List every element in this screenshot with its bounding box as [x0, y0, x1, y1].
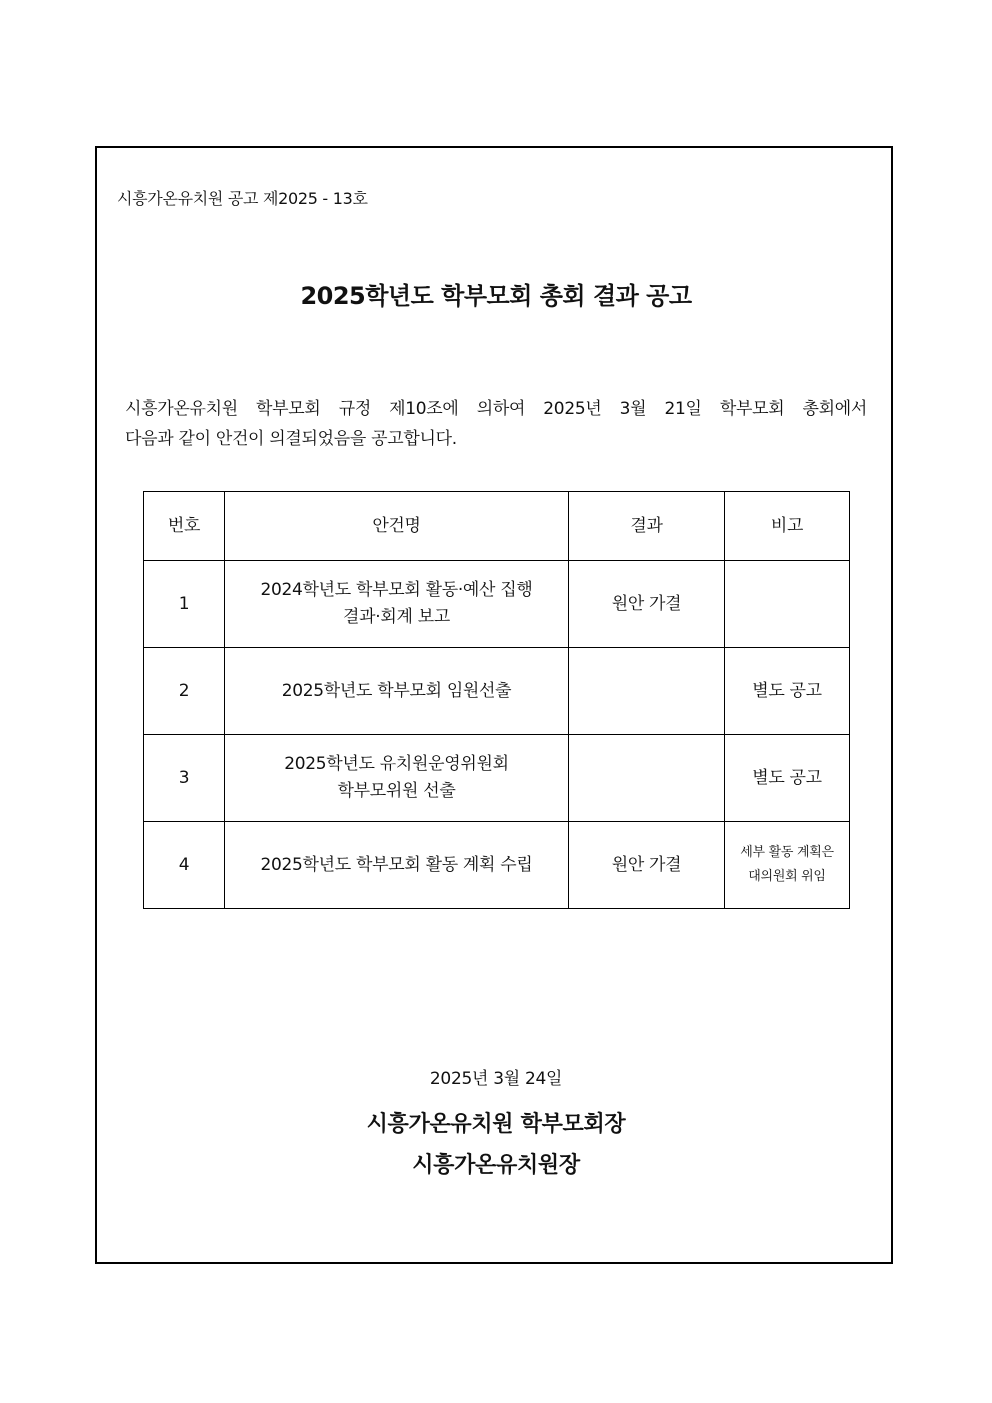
- notice-number: 시흥가온유치원 공고 제2025 - 13호: [117, 189, 368, 208]
- row-note: 별도 공고: [725, 735, 850, 822]
- table-row: [144, 561, 850, 648]
- notice-body-line-1: 시흥가온유치원 학부모회 규정 제10조에 의하여 2025년 3월 21일 학부모회 총회에서: [125, 399, 867, 419]
- signatory-parent-council-chair: 시흥가온유치원 학부모회장: [366, 1112, 626, 1137]
- row-number: 2: [144, 648, 225, 735]
- row-agenda: [225, 561, 569, 648]
- row-agenda: [225, 648, 569, 735]
- row-note: 별도 공고: [725, 648, 850, 735]
- row-result: 원안 가결: [569, 822, 725, 909]
- agenda-line: 학부모위원 선출: [337, 781, 456, 801]
- row-note: [725, 822, 850, 909]
- row-number: 1: [144, 561, 225, 648]
- agenda-line: 2025학년도 학부모회 활동 계획 수립: [260, 854, 533, 875]
- signatory-kindergarten-director: 시흥가온유치원장: [412, 1153, 580, 1178]
- note-line: 대의원회 위임: [748, 869, 826, 884]
- table-header-row: [144, 492, 850, 561]
- row-result: 원안 가결: [569, 561, 725, 648]
- notice-body-line-2: 다음과 같이 안건이 의결되었음을 공고합니다.: [125, 429, 457, 449]
- agenda-line: 결과·회계 보고: [343, 607, 450, 627]
- notice-body: [125, 394, 867, 454]
- notice-date: 2025년 3월 24일: [429, 1069, 563, 1089]
- header-agenda: 안건명: [225, 492, 569, 561]
- row-number: 3: [144, 735, 225, 822]
- page-title: 2025학년도 학부모회 총회 결과 공고: [300, 282, 692, 310]
- header-note: 비고: [725, 492, 850, 561]
- table-row: [144, 735, 850, 822]
- agenda-line: 2025학년도 유치원운영위원회: [284, 754, 509, 774]
- table-row: [144, 648, 850, 735]
- agenda-line: 2024학년도 학부모회 활동·예산 집행: [260, 580, 533, 600]
- row-result: [569, 648, 725, 735]
- row-agenda: [225, 822, 569, 909]
- row-note: [725, 561, 850, 648]
- agenda-table: [143, 491, 850, 909]
- row-agenda: [225, 735, 569, 822]
- table-row: [144, 822, 850, 909]
- header-number: 번호: [144, 492, 225, 561]
- row-result: [569, 735, 725, 822]
- agenda-line: 2025학년도 학부모회 임원선출: [281, 680, 512, 701]
- header-result: 결과: [569, 492, 725, 561]
- row-number: 4: [144, 822, 225, 909]
- note-line: 세부 활동 계획은: [740, 845, 834, 860]
